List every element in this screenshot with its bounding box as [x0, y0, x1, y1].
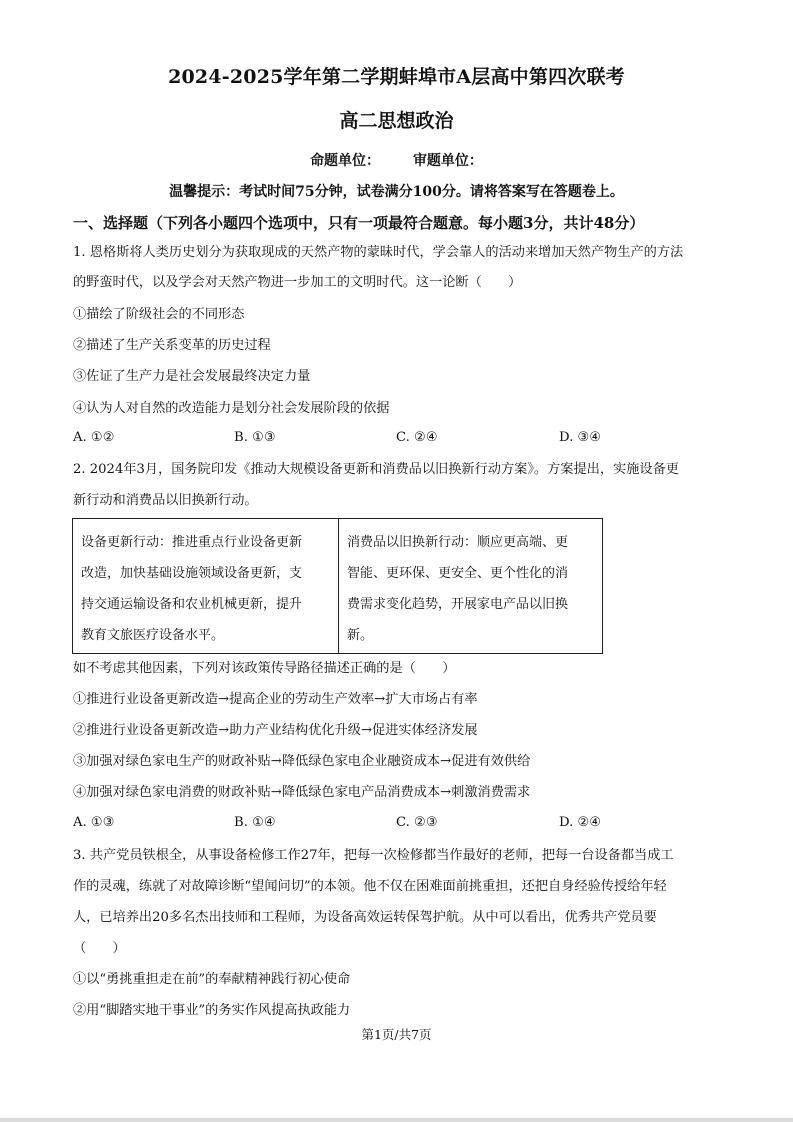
q3-stem-line: （ ） — [73, 941, 126, 956]
q2-option-a[interactable]: A. ①③ — [73, 815, 115, 830]
q1-options — [73, 430, 723, 448]
q1-option-b[interactable]: B. ①③ — [234, 430, 276, 445]
q1-option-c[interactable]: C. ②④ — [396, 430, 438, 445]
exam-title: 2024-2025学年第二学期蚌埠市A层高中第四次联考 — [168, 66, 625, 88]
q2-stem-line: 2. 2024年3月，国务院印发《推动大规模设备更新和消费品以旧换新行动方案》。方案提出，实施设备更 — [73, 462, 679, 477]
q3-stem-line: 人，已培养出20多名杰出技师和工程师，为设备高效运转保驾护航。从中可以看出，优秀共产党员要 — [73, 910, 657, 925]
q1-item: ③佐证了生产力是社会发展最终决定力量 — [73, 369, 311, 384]
q2-option-b[interactable]: B. ①④ — [234, 815, 276, 830]
q1-option-d[interactable]: D. ③④ — [559, 430, 602, 445]
q2-item: ②推进行业设备更新改造→助力产业结构优化升级→促进实体经济发展 — [73, 723, 478, 738]
q2-item: ③加强对绿色家电生产的财政补贴→降低绿色家电企业融资成本→促进有效供给 — [73, 754, 531, 769]
trade-in-cell: 消费品以旧换新行动：顺应更高端、更 智能、更环保、更安全、更个性化的消 费需求变化趋势，开展家电产品以旧换 新。 — [347, 535, 569, 643]
exam-tip: 温馨提示：考试时间75分钟，试卷满分100分。请将答案写在答题卷上。 — [169, 184, 624, 200]
q2-stem-line: 新行动和消费品以旧换新行动。 — [73, 493, 258, 508]
q2-option-c[interactable]: C. ②③ — [396, 815, 438, 830]
q2-options — [73, 815, 723, 833]
review-unit-label: 审题单位： — [412, 153, 483, 169]
q3-item: ①以“勇挑重担走在前”的奉献精神践行初心使命 — [73, 972, 351, 987]
q1-stem-line: 1. 恩格斯将人类历史划分为获取现成的天然产物的蒙昧时代，学会靠人的活动来增加天然产物生产的方法 — [73, 245, 684, 260]
propose-unit-label: 命题单位： — [310, 153, 381, 169]
exam-subject: 高二思想政治 — [339, 110, 454, 132]
q2-option-d[interactable]: D. ②④ — [559, 815, 602, 830]
q1-item: ④认为人对自然的改造能力是划分社会发展阶段的依据 — [73, 401, 390, 416]
q2-item: ①推进行业设备更新改造→提高企业的劳动生产效率→扩大市场占有率 — [73, 692, 478, 707]
page-number: 第1页/共7页 — [361, 1027, 432, 1042]
equipment-update-cell: 设备更新行动：推进重点行业设备更新 改造，加快基础设施领域设备更新，支 持交通运输设备和农业机械更新，提升 教育文旅医疗设备水平。 — [73, 519, 339, 653]
q3-item: ②用“脚踏实地干事业”的务实作风提高执政能力 — [73, 1003, 351, 1018]
policy-table — [72, 518, 603, 654]
section-heading: 一、选择题（下列各小题四个选项中，只有一项最符合题意。每小题3分，共计48分） — [73, 214, 645, 232]
q2-question: 如不考虑其他因素，下列对该政策传导路径描述正确的是（ ） — [73, 661, 456, 676]
q1-item: ①描绘了阶级社会的不同形态 — [73, 307, 245, 322]
page-divider — [0, 1118, 793, 1122]
q3-stem-line: 作的灵魂，练就了对故障诊断“望闻问切”的本领。他不仅在困难面前挑重担，还把自身经验传授给年轻 — [73, 879, 667, 894]
q2-item: ④加强对绿色家电消费的财政补贴→降低绿色家电产品消费成本→刺激消费需求 — [73, 785, 531, 800]
q1-option-a[interactable]: A. ①② — [73, 430, 115, 445]
q1-stem-line: 的野蛮时代，以及学会对天然产物进一步加工的文明时代。这一论断（ ） — [73, 275, 522, 290]
q3-stem-line: 3. 共产党员铁根全，从事设备检修工作27年，把每一次检修都当作最好的老师，把每一台设备都当成工 — [73, 848, 674, 863]
unit-line — [0, 150, 793, 170]
q1-item: ②描述了生产关系变革的历史过程 — [73, 338, 271, 353]
